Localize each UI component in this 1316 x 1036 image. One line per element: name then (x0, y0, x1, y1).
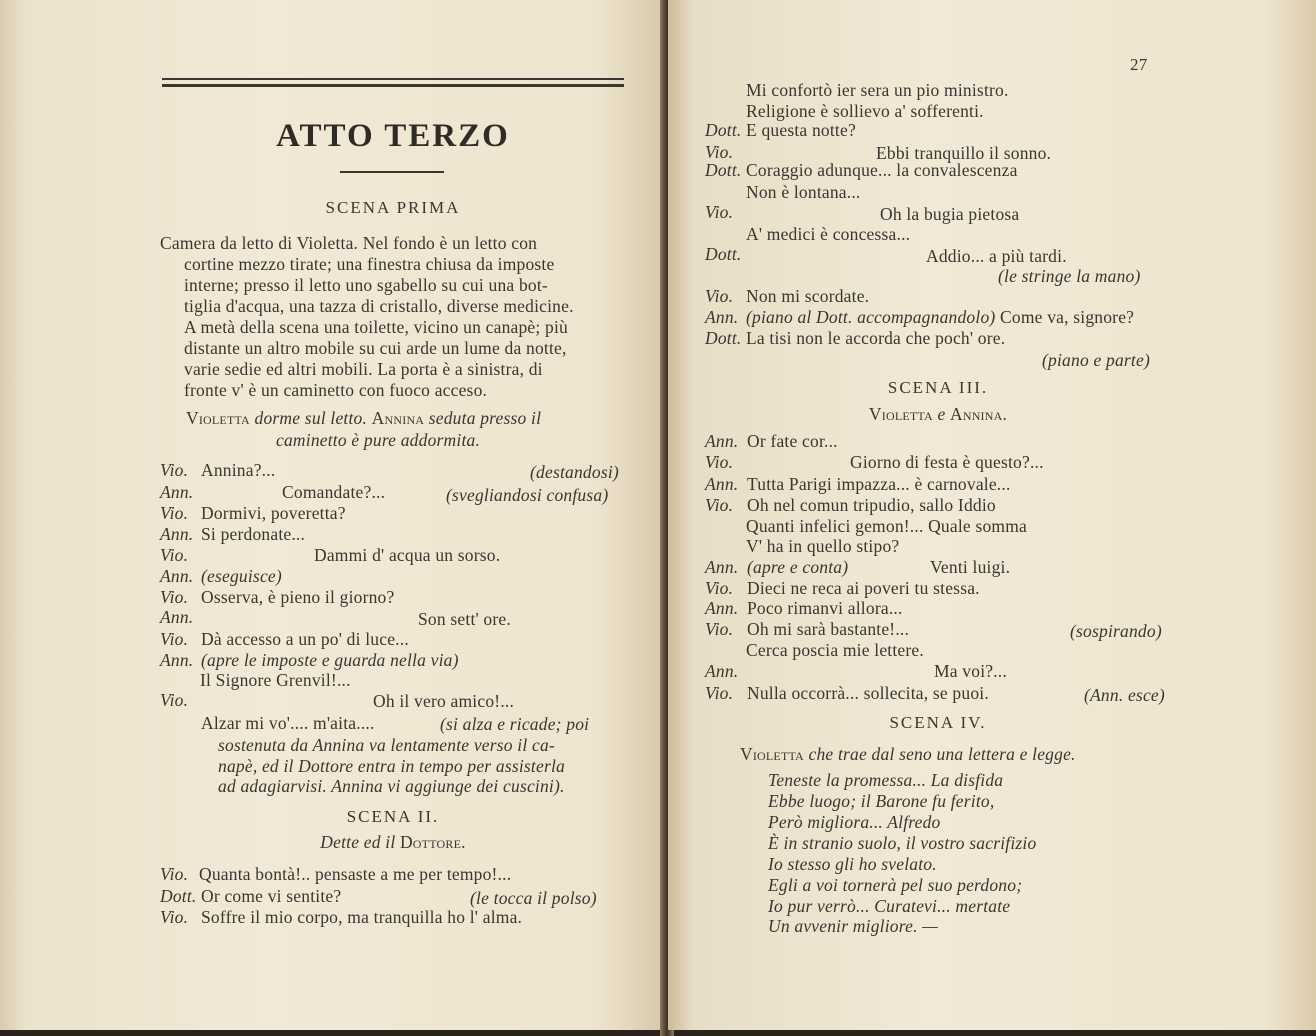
letter-line: Però migliora... Alfredo (768, 812, 941, 832)
line-text: Tutta Parigi impazza... è carnovale... (747, 474, 1011, 494)
stage-note: (sospirando) (1070, 621, 1162, 641)
line-text: Ebbi tranquillo il sonno. (876, 143, 1052, 163)
letter-line: Io stesso gli ho svelato. (768, 854, 937, 874)
scena-ii-subheading (162, 832, 624, 853)
line-text: Giorno di festa è questo?... (850, 452, 1044, 472)
speaker: Vio. (705, 619, 734, 639)
line-text: (apre e conta) (747, 557, 849, 577)
line-text: Poco rimanvi allora... (747, 598, 903, 618)
speaker: Vio. (705, 578, 734, 598)
line-text: Coraggio adunque... la convalescenza (746, 160, 1018, 180)
line-text: Si perdonate... (201, 524, 306, 544)
stage-line: A metà della scena una toilette, vicino un canapè; più (184, 317, 568, 337)
line-text: Oh il vero amico!... (373, 691, 515, 711)
line-text: Ma voi?... (934, 661, 1007, 681)
stage-note: (si alza e ricade; poi (440, 714, 590, 734)
speaker: Dott. (705, 328, 742, 348)
scena-prima-heading: SCENA PRIMA (325, 198, 461, 217)
speaker: Ann. (705, 598, 739, 618)
line-text: (eseguisce) (201, 566, 282, 586)
letter-line: Un avvenir migliore. — (768, 916, 938, 936)
line-text: Quanti infelici gemon!... Quale somma (746, 516, 1028, 536)
character-name: Violetta (186, 408, 250, 428)
stage-direction (160, 233, 574, 401)
stage-note: ad adagiarvisi. Annina vi aggiunge dei cuscini). (218, 776, 565, 796)
line-text: Son sett' ore. (418, 609, 511, 629)
line-text: Nulla occorrà... sollecita, se puoi. (747, 683, 989, 703)
stage-line: fronte v' è un caminetto con fuoco acceso. (184, 380, 488, 400)
speaker: Vio. (160, 690, 189, 710)
stage-note: (piano e parte) (1042, 350, 1150, 370)
character-action: che trae dal seno una lettera e legge. (808, 744, 1076, 764)
line-text-right: Venti luigi. (930, 557, 1011, 577)
line-text: Quanta bontà!.. pensaste a me per tempo!... (199, 864, 512, 884)
scena-iii-subheading (705, 404, 1171, 425)
speaker: Dott. (705, 160, 742, 180)
speaker: Ann. (160, 482, 194, 502)
scena-ii-sub-text: Dette ed il (320, 832, 396, 852)
act-title: ATTO TERZO (276, 118, 510, 154)
scena-iii-heading: SCENA III. (887, 378, 989, 397)
speaker: Vio. (705, 202, 734, 222)
line-text: Non mi scordate. (746, 286, 870, 306)
speaker: Vio. (160, 503, 189, 523)
speaker: Vio. (160, 629, 189, 649)
line-text: Dà accesso a un po' di luce... (201, 629, 409, 649)
speaker: Ann. (705, 474, 739, 494)
line-text (746, 307, 1134, 328)
stage-line: distante un altro mobile su cui arde un lume da notte, (184, 338, 567, 358)
scena-iv-heading: SCENA IV. (889, 713, 987, 732)
speaker: Ann. (705, 557, 739, 577)
speaker: Vio. (705, 286, 734, 306)
speaker: Ann. (705, 661, 739, 681)
stage-note: sostenuta da Annina va lentamente verso il ca- (218, 735, 555, 755)
header-double-rule-top (162, 78, 624, 80)
line-text: Religione è sollievo a' sofferenti. (746, 101, 984, 121)
line-text: Oh mi sarà bastante!... (747, 619, 910, 639)
character-name: Annina (371, 408, 425, 428)
line-text: Or come vi sentite? (201, 886, 342, 906)
line-text: Cerca poscia mie lettere. (746, 640, 924, 660)
line-text: Oh nel comun tripudio, sallo Iddio (747, 495, 996, 515)
line-text: Addio... a più tardi. (926, 246, 1067, 266)
speaker: Ann. (705, 307, 739, 327)
speaker: Ann. (160, 650, 194, 670)
aside-note: (piano al Dott. accompagnandolo) (746, 307, 996, 327)
speaker: Dott. (160, 886, 197, 906)
character-action: dorme sul letto. (254, 408, 368, 428)
speaker: Vio. (160, 460, 189, 480)
stage-line: varie sedie ed altri mobili. La porta è a sinistra, di (184, 359, 543, 379)
line-text: Osserva, è pieno il giorno? (201, 587, 395, 607)
speaker: Vio. (160, 587, 189, 607)
speaker: Vio. (705, 452, 734, 472)
letter-line: Io pur verrò... Curatevi... mertate (768, 896, 1011, 916)
speaker: Vio. (160, 545, 189, 565)
stage-note: napè, ed il Dottore entra in tempo per assisterla (218, 756, 565, 776)
header-double-rule-bottom (162, 84, 624, 87)
line-text: Non è lontana... (746, 182, 861, 202)
characters-line-2: caminetto è pure addormita. (276, 430, 481, 450)
line-text: A' medici è concessa... (746, 224, 911, 244)
page-number: 27 (1130, 55, 1148, 74)
line-text: Or fate cor... (747, 431, 838, 451)
character-action: seduta presso il (428, 408, 542, 428)
letter-line: Egli a voi tornerà pel suo perdono; (768, 875, 1023, 895)
stage-line: interne; presso il letto uno sgabello su cui una bot- (184, 275, 548, 295)
character-name: Violetta (868, 404, 933, 424)
speaker: Ann. (160, 566, 194, 586)
stage-note: (le tocca il polso) (470, 888, 597, 908)
speaker: Vio. (705, 495, 734, 515)
stage-line: cortine mezzo tirate; una finestra chiusa da imposte (184, 254, 555, 274)
character-name: Violetta (740, 744, 804, 764)
characters-line (186, 408, 541, 429)
stage-note: (svegliandosi confusa) (446, 485, 609, 505)
line-text: Dammi d' acqua un sorso. (314, 545, 501, 565)
letter-line: Ebbe luogo; il Barone fu ferito, (768, 791, 995, 811)
title-ornament-rule (340, 171, 444, 173)
stage-note: (Ann. esce) (1084, 685, 1165, 705)
speaker: Vio. (160, 864, 189, 884)
connector: e (937, 404, 946, 424)
scena-ii-sub-name: Dottore. (399, 832, 466, 852)
speaker: Ann. (160, 607, 194, 627)
line-text: (apre le imposte e guarda nella via) (201, 650, 459, 670)
scena-iv-subheading (740, 744, 1076, 765)
line-text: Oh la bugia pietosa (880, 204, 1020, 224)
character-name: Annina. (949, 404, 1008, 424)
stage-note: (destandosi) (530, 462, 619, 482)
scena-ii-heading: SCENA II. (346, 807, 440, 826)
line-text: Soffre il mio corpo, ma tranquilla ho l' alma. (201, 907, 523, 927)
speaker: Vio. (705, 142, 734, 162)
line-text: La tisi non le accorda che poch' ore. (746, 328, 1006, 348)
speaker: Ann. (160, 524, 194, 544)
stage-line: tiglia d'acqua, una tazza di cristallo, diverse medicine. (184, 296, 574, 316)
line-text: Dieci ne reca ai poveri tu stessa. (747, 578, 980, 598)
line-text: V' ha in quello stipo? (746, 536, 900, 556)
line-text: Annina?... (201, 460, 276, 480)
line-text: Mi confortò ier sera un pio ministro. (746, 80, 1009, 100)
line-text: Dormivi, poveretta? (201, 503, 346, 523)
aside-text: Come va, signore? (995, 307, 1135, 327)
stage-note: (le stringe la mano) (998, 266, 1141, 286)
right-page (668, 0, 1316, 1030)
speaker: Vio. (705, 683, 734, 703)
speaker: Vio. (160, 907, 189, 927)
stage-line: Camera da letto di Violetta. Nel fondo è un letto con (160, 233, 538, 253)
line-text: Comandate?... (282, 482, 386, 502)
line-text: Il Signore Grenvil!... (200, 670, 351, 690)
speaker: Dott. (705, 120, 742, 140)
line-text: E questa notte? (746, 120, 856, 140)
letter-line: Teneste la promessa... La disfida (768, 770, 1004, 790)
speaker: Dott. (705, 244, 742, 264)
speaker: Ann. (705, 431, 739, 451)
letter-line: È in stranio suolo, il vostro sacrifizio (768, 833, 1037, 853)
line-text: Alzar mi vo'.... m'aita.... (201, 713, 375, 733)
